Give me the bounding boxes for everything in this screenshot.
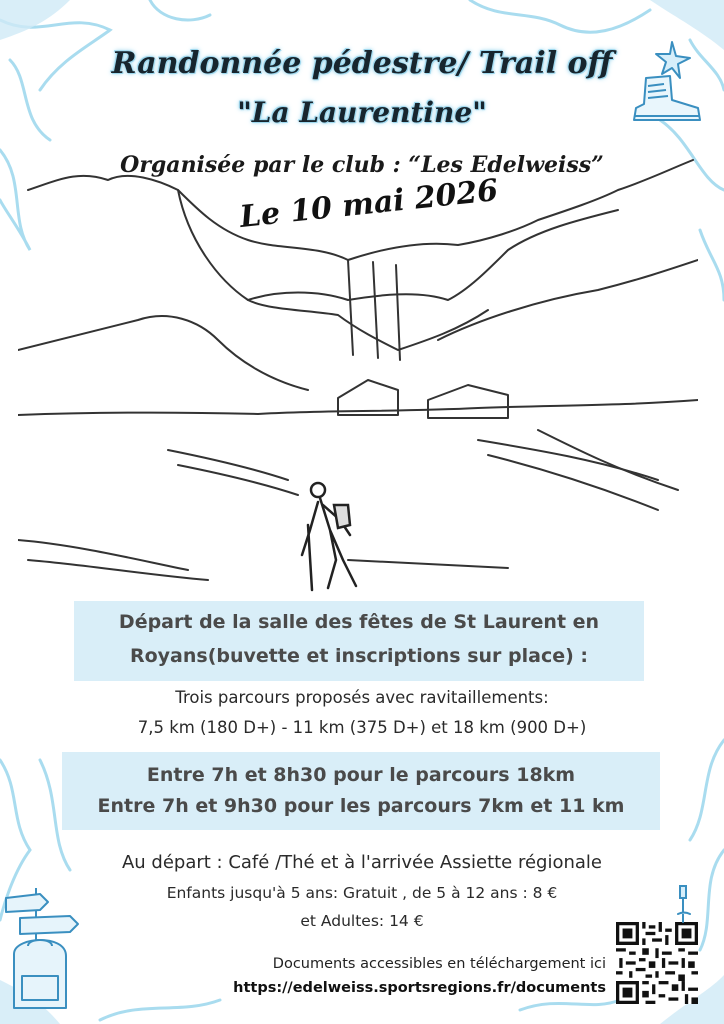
organizer-text: Organisée par le club : “Les Edelweiss” xyxy=(120,152,604,178)
routes-intro: Trois parcours proposés avec ravitaillements: xyxy=(175,688,549,707)
refreshment-info: Au départ : Café /Thé et à l'arrivée Assiette régionale xyxy=(121,852,603,873)
departure-box xyxy=(74,601,644,681)
qr-code[interactable] xyxy=(616,922,698,1004)
documents-text: Documents accessibles en téléchargement ici xyxy=(272,956,606,972)
start-hours-line-2: Entre 7h et 9h30 pour les parcours 7km et 11 km xyxy=(97,795,625,817)
hiking-pole-icon xyxy=(672,884,696,924)
price-adults: et Adultes: 14 € xyxy=(300,912,424,930)
start-hours-line-1: Entre 7h et 8h30 pour le parcours 18km xyxy=(146,764,576,786)
price-children: Enfants jusqu'à 5 ans: Gratuit , de 5 à 12 ans : 8 € xyxy=(166,884,558,902)
event-name: "La Laurentine" xyxy=(237,96,487,129)
start-hours-box xyxy=(62,752,660,830)
routes-list: 7,5 km (180 D+) - 11 km (375 D+) et 18 km (900 D+) xyxy=(137,718,587,737)
departure-line-2: Royans(buvette et inscriptions sur place) : xyxy=(129,645,589,667)
documents-link[interactable]: https://edelweiss.sportsregions.fr/documents xyxy=(233,980,606,996)
event-date: Le 10 mai 2026 xyxy=(238,172,500,235)
poster-title: Randonnée pédestre/ Trail off xyxy=(111,46,613,81)
departure-line-1: Départ de la salle des fêtes de St Laurent en xyxy=(118,611,600,633)
signpost-backpack-icon xyxy=(0,880,84,1020)
